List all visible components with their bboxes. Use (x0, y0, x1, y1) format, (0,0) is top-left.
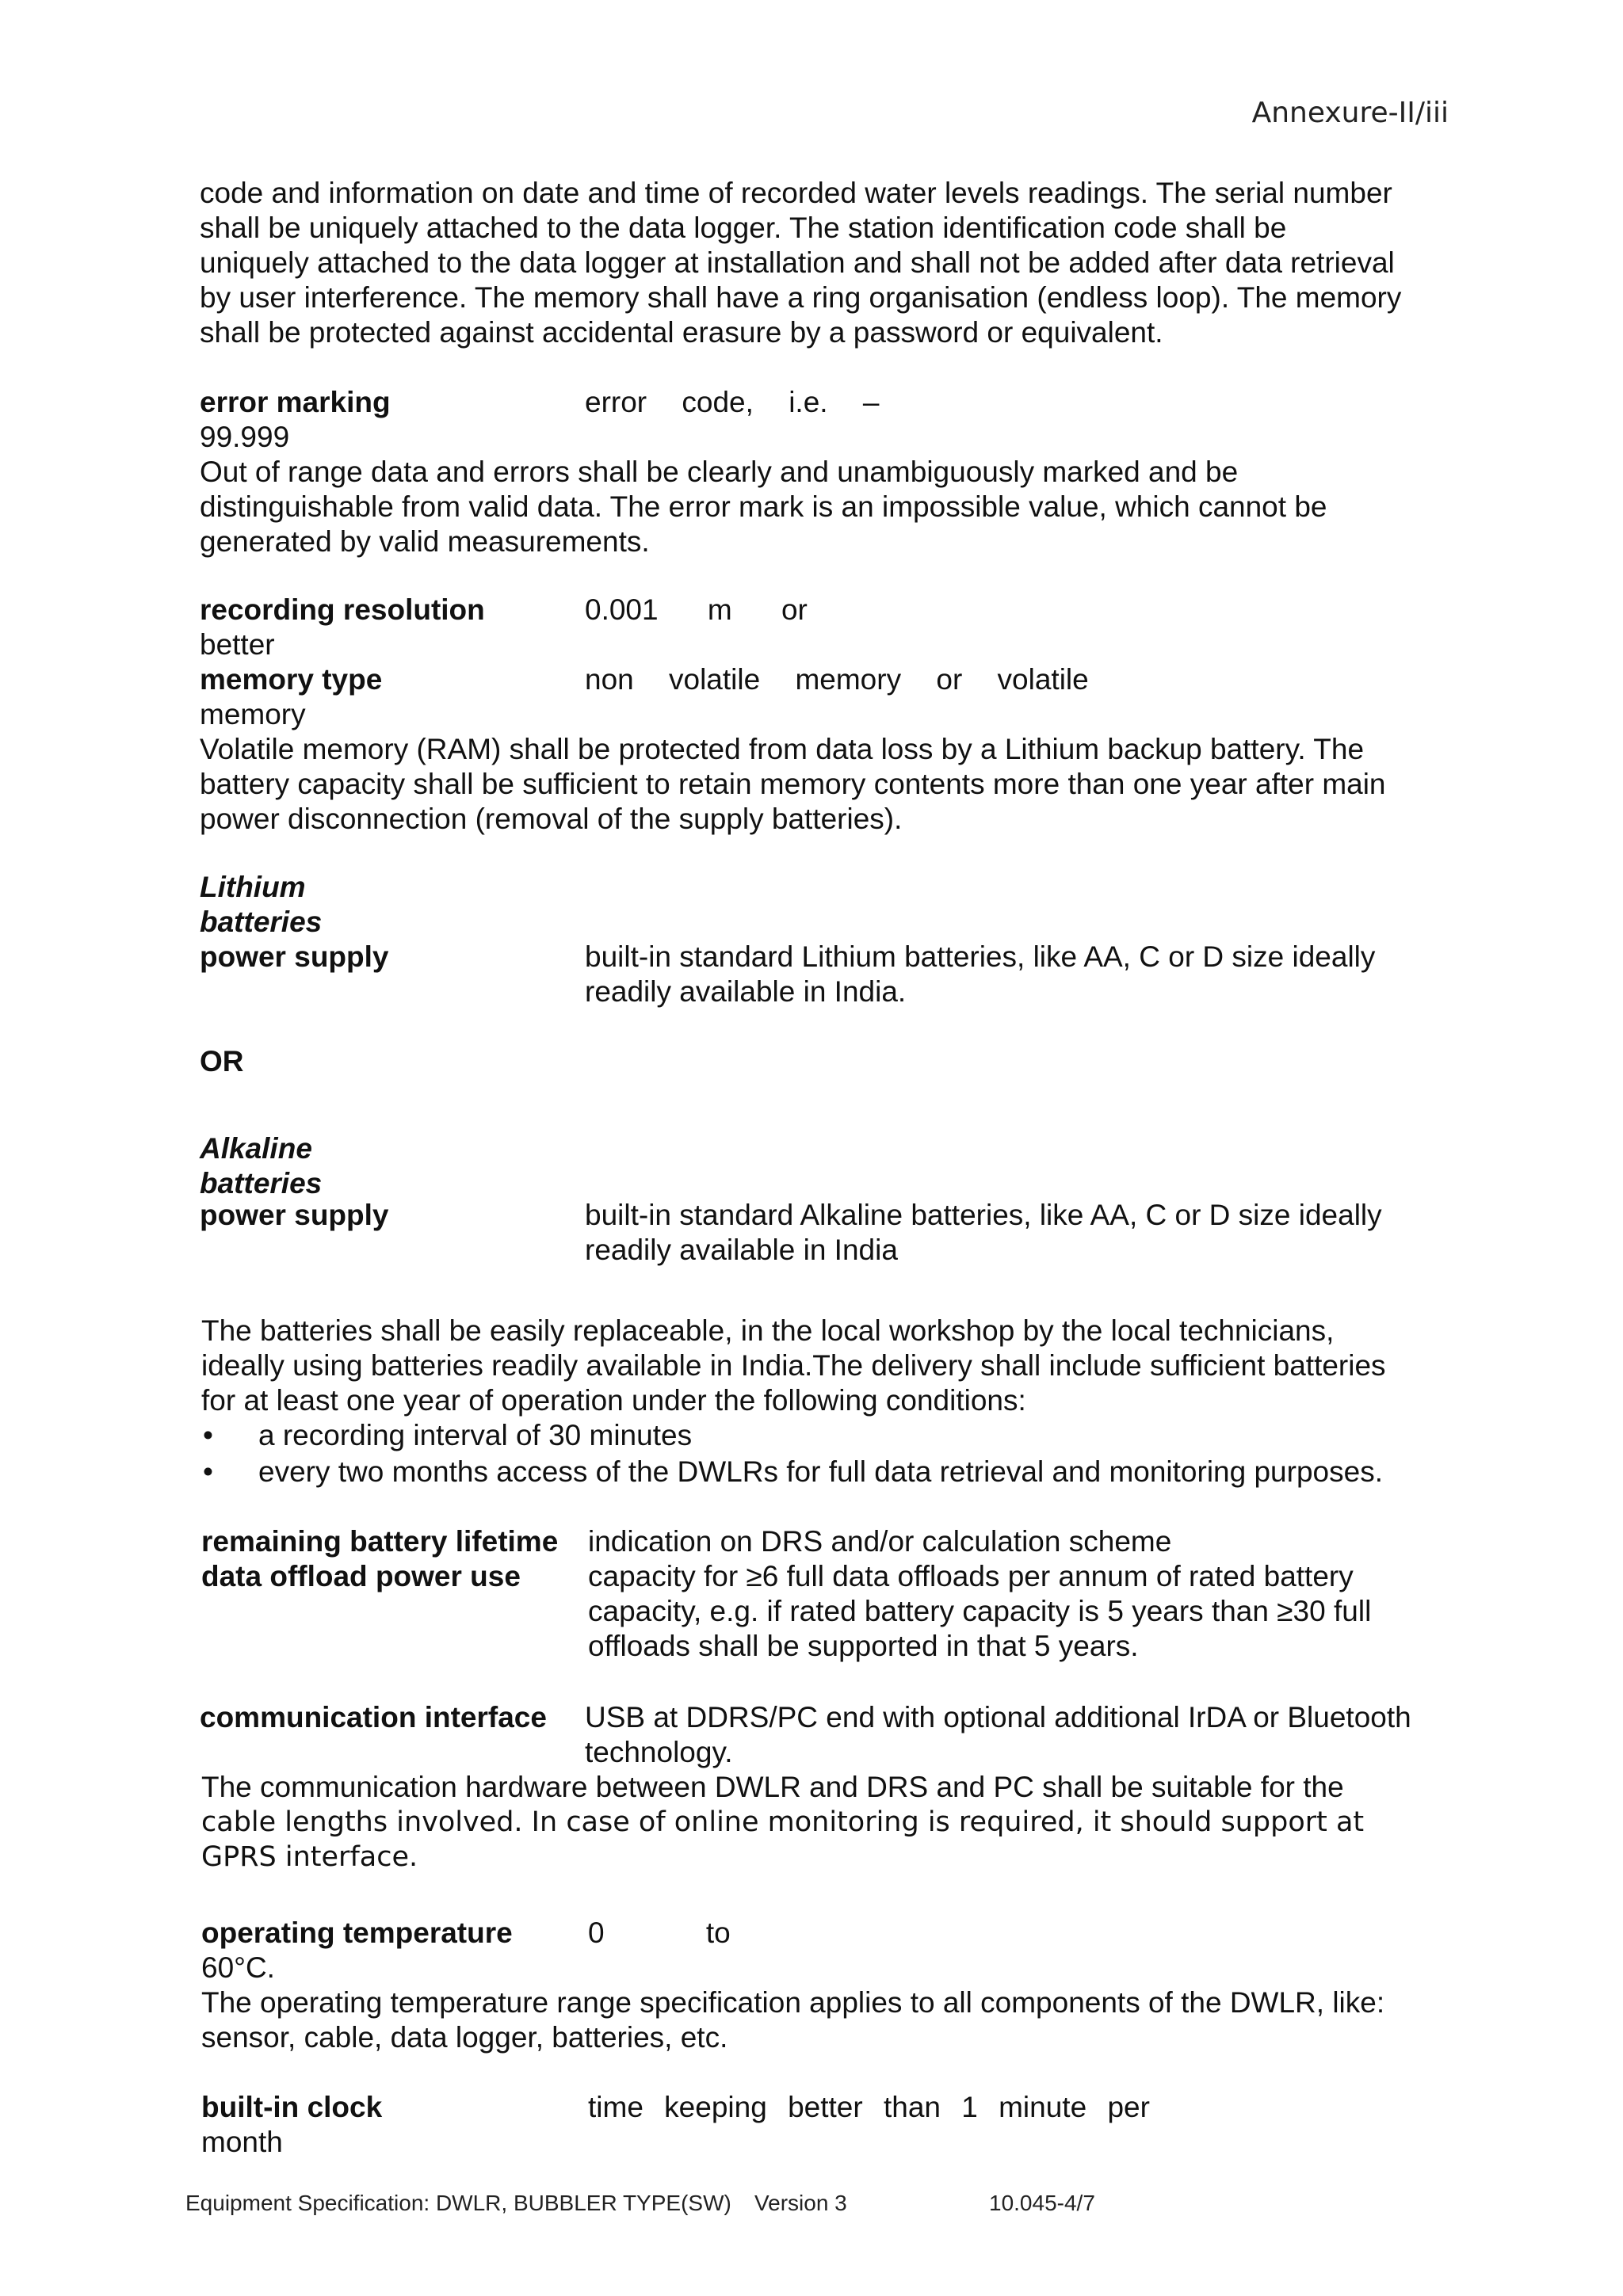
footer-version: Version 3 (754, 2191, 847, 2215)
intro-line: shall be protected against accidental erasure by a password or equivalent. (200, 316, 1163, 349)
value-line: technology. (585, 1736, 733, 1768)
operating-temperature-value: 0 to (588, 1917, 731, 1949)
memory-type-value-cont: memory (200, 698, 306, 730)
communication-description (201, 1770, 1447, 1875)
value-line: readily available in India (585, 1234, 898, 1266)
desc-line: distinguishable from valid data. The error mark is an impossible value, which cannot be (200, 490, 1327, 523)
footer-spec: Equipment Specification: DWLR, BUBBLER TYPE(SW) (185, 2191, 731, 2215)
value-line: readily available in India. (585, 975, 907, 1008)
intro-line: uniquely attached to the data logger at installation and shall not be added after data retrieval (200, 246, 1395, 279)
remaining-battery-label: remaining battery lifetime (201, 1525, 559, 1558)
desc-line: power disconnection (removal of the supply batteries). (200, 803, 903, 835)
lithium-heading-cont: batteries (200, 906, 323, 938)
error-marking-label: error marking (200, 386, 391, 418)
value-line: built-in standard Lithium batteries, like AA, C or D size ideally (585, 940, 1376, 973)
value-line: capacity for ≥6 full data offloads per annum of rated battery (588, 1560, 1354, 1592)
operating-temperature-value-cont: 60°C. (201, 1951, 275, 1984)
desc-line: generated by valid measurements. (200, 525, 650, 558)
intro-line: code and information on date and time of recorded water levels readings. The serial number (200, 177, 1392, 209)
recording-resolution-value: 0.001 m or (585, 593, 808, 626)
value-line: capacity, e.g. if rated battery capacity is 5 years than ≥30 full (588, 1595, 1372, 1627)
bullet-icon: • (203, 1419, 213, 1451)
recording-resolution-label: recording resolution (200, 593, 485, 626)
desc-line: Volatile memory (RAM) shall be protected from data loss by a Lithium backup battery. The (200, 733, 1365, 765)
error-marking-value: error code, i.e. – (585, 386, 880, 418)
value-line: USB at DDRS/PC end with optional additional IrDA or Bluetooth (585, 1701, 1411, 1733)
desc-line: cable lengths involved. In case of online monitoring is required, it should support at (201, 1806, 1365, 1838)
memory-type-value: non volatile memory or volatile (585, 663, 1089, 696)
operating-temperature-description (201, 1985, 1384, 2055)
desc-line: The operating temperature range specification applies to all components of the DWLR, like: (201, 1986, 1385, 2019)
lithium-power-supply-value (585, 940, 1439, 1009)
desc-line: The communication hardware between DWLR and DRS and PC shall be suitable for the (201, 1771, 1344, 1803)
operating-temperature-label: operating temperature (201, 1917, 513, 1949)
built-in-clock-label: built-in clock (201, 2091, 383, 2123)
paragraph-line: The batteries shall be easily replaceable, in the local workshop by the local technicians, (201, 1314, 1335, 1347)
value-line: offloads shall be supported in that 5 years. (588, 1630, 1139, 1662)
alkaline-power-supply-value (585, 1198, 1439, 1268)
built-in-clock-value-cont: month (201, 2126, 283, 2158)
footer-code: 10.045-4/7 (989, 2191, 1095, 2215)
desc-line: battery capacity shall be sufficient to retain memory contents more than one year after main (200, 768, 1386, 800)
or-label: OR (200, 1045, 244, 1077)
bullet-item: every two months access of the DWLRs for full data retrieval and monitoring purposes. (258, 1455, 1383, 1488)
bullet-icon: • (203, 1455, 213, 1488)
error-marking-description (200, 455, 1445, 559)
paragraph-line: for at least one year of operation under the following conditions: (201, 1384, 1026, 1417)
alkaline-heading: Alkaline (200, 1132, 312, 1165)
desc-line: Out of range data and errors shall be clearly and unambiguously marked and be (200, 456, 1239, 488)
memory-type-description (200, 732, 1445, 837)
alkaline-heading-cont: batteries (200, 1167, 323, 1199)
error-marking-value-cont: 99.999 (200, 421, 290, 453)
bullet-item: a recording interval of 30 minutes (258, 1419, 693, 1451)
recording-resolution-value-cont: better (200, 628, 275, 661)
desc-line: sensor, cable, data logger, batteries, etc. (201, 2021, 728, 2054)
data-offload-label: data offload power use (201, 1560, 521, 1592)
intro-paragraph (200, 176, 1445, 350)
remaining-battery-value: indication on DRS and/or calculation scheme (588, 1525, 1172, 1558)
data-offload-value (588, 1559, 1439, 1664)
desc-line: GPRS interface. (201, 1841, 418, 1873)
lithium-heading: Lithium (200, 871, 306, 903)
batteries-paragraph (201, 1314, 1447, 1418)
memory-type-label: memory type (200, 663, 383, 696)
communication-interface-label: communication interface (200, 1701, 547, 1733)
intro-line: by user interference. The memory shall have a ring organisation (endless loop). The memory (200, 281, 1402, 314)
lithium-power-supply-label: power supply (200, 940, 389, 973)
alkaline-power-supply-label: power supply (200, 1199, 389, 1231)
built-in-clock-value: time keeping better than 1 minute per (588, 2091, 1150, 2123)
paragraph-line: ideally using batteries readily available in India.The delivery shall include sufficient batteries (201, 1349, 1386, 1382)
value-line: built-in standard Alkaline batteries, like AA, C or D size ideally (585, 1199, 1382, 1231)
intro-line: shall be uniquely attached to the data logger. The station identification code shall be (200, 212, 1287, 244)
communication-interface-value (585, 1700, 1439, 1770)
annexure-label: Annexure-II/iii (1251, 97, 1449, 129)
